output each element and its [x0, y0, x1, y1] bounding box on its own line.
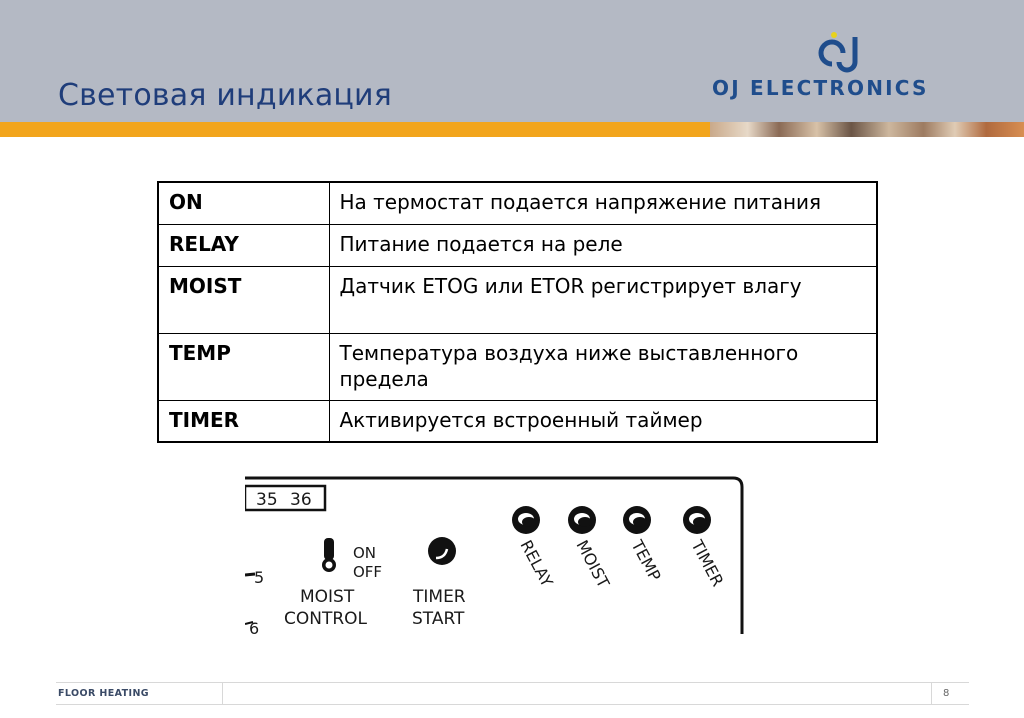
oj-logo-mark-icon: [712, 28, 982, 76]
footer-divider-bottom: [56, 704, 969, 705]
switch-off-label: OFF: [353, 563, 383, 581]
temp-led-icon: [623, 506, 651, 534]
moist-control-label-line1: MOIST: [300, 587, 355, 607]
footer-separator: [222, 682, 223, 704]
panel-drawing: [245, 474, 745, 634]
oj-electronics-logo: [712, 28, 982, 100]
led-label-relay: RELAY: [516, 536, 557, 591]
terminal-36-label: 36: [290, 490, 312, 510]
table-row: [158, 182, 877, 224]
header-photo-strip: [710, 122, 1024, 137]
timer-led-icon: [683, 506, 711, 534]
indicator-description: На термостат подается напряжение питания: [329, 182, 877, 224]
footer-separator: [931, 682, 932, 704]
switch-on-label: ON: [353, 544, 377, 562]
indicator-description: Датчик ETOG или ETOR регистрирует влагу: [329, 266, 877, 333]
timer-start-button-icon: [428, 537, 456, 565]
terminal-35-label: 35: [256, 490, 278, 510]
table-row: [158, 333, 877, 400]
footer-divider-top: [56, 682, 969, 683]
moist-control-switch-icon: [322, 538, 336, 572]
indicator-description: Активируется встроенный таймер: [329, 400, 877, 442]
indicator-key: ON: [158, 182, 329, 224]
led-label-moist: MOIST: [572, 536, 614, 591]
indicator-description: Питание подается на реле: [329, 224, 877, 266]
indicator-key: TEMP: [158, 333, 329, 400]
led-label-temp: TEMP: [627, 536, 665, 585]
footer-label: FLOOR HEATING: [58, 688, 149, 699]
relay-led-icon: [512, 506, 540, 534]
moist-control-label-line2: CONTROL: [284, 609, 368, 629]
scale-mark-5: 5: [254, 568, 265, 587]
thermostat-panel-illustration: [245, 474, 745, 634]
timer-start-label-line1: TIMER: [413, 587, 466, 607]
led-label-timer: TIMER: [687, 536, 728, 590]
table-row: [158, 224, 877, 266]
table-row: [158, 266, 877, 333]
indicator-key: TIMER: [158, 400, 329, 442]
indicator-table: [157, 181, 878, 443]
indicator-key: RELAY: [158, 224, 329, 266]
indicator-description: Температура воздуха ниже выставленного предела: [329, 333, 877, 400]
timer-start-label-line2: START: [412, 609, 465, 629]
scale-mark-6: 6: [249, 619, 260, 634]
table-row: [158, 400, 877, 442]
slide-title: Световая индикация: [58, 78, 392, 113]
indicator-key: MOIST: [158, 266, 329, 333]
page-number: 8: [943, 688, 950, 699]
moist-led-icon: [568, 506, 596, 534]
logo-brand-text: OJ ELECTRONICS: [712, 76, 929, 100]
